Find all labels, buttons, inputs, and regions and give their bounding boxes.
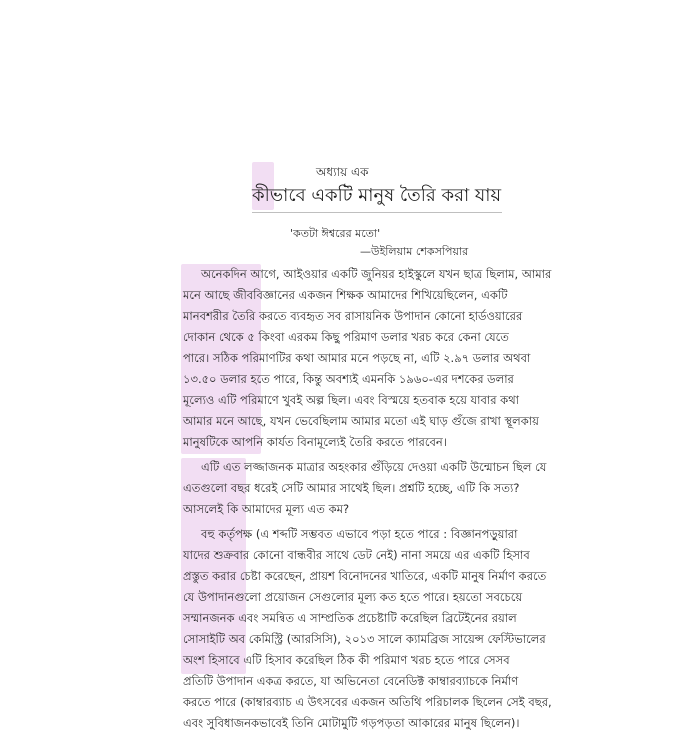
epigraph-attribution: —উইলিয়াম শেকসপিয়ার xyxy=(360,245,469,258)
text-line: এতগুলো বছর ধরেই সেটি আমার সাথেই ছিল। প্রশ্নটি হচ্ছে, এটি কি সত্য? xyxy=(183,481,520,495)
text-line: প্রস্তুত করার চেষ্টা করেছেন, প্রায়শ বিনোদনের খাতিরে, একটি মানুষ নির্মাণ করতে xyxy=(183,569,547,583)
text-line: বহু কর্তৃপক্ষ (এ শব্দটি সম্ভবত এভাবে পড়া হতে পারে : বিজ্ঞানপড়ুয়ারা xyxy=(201,527,518,541)
text-line: এটি এত লজ্জাজনক মাত্রার অহংকার গুঁড়িয়ে দেওয়া একটি উন্মোচন ছিল যে xyxy=(201,460,547,474)
body-text xyxy=(183,264,552,734)
text-line: ১৩.৫০ ডলার হতে পারে, কিন্তু অবশ্যই এমনকি ১৯৬০-এর দশকের ডলার xyxy=(183,372,514,386)
paragraph-2 xyxy=(183,457,547,520)
text-line: আমার মনে আছে, যখন ভেবেছিলাম আমার মতো এই ঘাড় গুঁজে রাখা স্থূলকায় xyxy=(183,414,539,428)
epigraph-quote: 'কতটা ঈশ্বরের মতো' xyxy=(290,227,381,240)
paragraph-1 xyxy=(183,264,552,453)
text-line: সম্মানজনক এবং সমন্বিত এ সাম্প্রতিক প্রচেষ্টাটি করেছিল ব্রিটেইনের রয়াল xyxy=(183,611,517,625)
text-line: মূল্যেও এটি পরিমাণে খুবই অল্প ছিল। এবং বিস্ময়ে হতবাক হয়ে যাবার কথা xyxy=(183,393,519,407)
text-line: দোকান থেকে ৫ কিংবা এরকম কিছু পরিমাণ ডলার খরচ করে কেনা যেতে xyxy=(183,330,509,344)
chapter-label: অধ্যায় এক xyxy=(316,165,369,179)
text-line: অনেকদিন আগে, আইওয়ার একটি জুনিয়র হাইস্কুলে যখন ছাত্র ছিলাম, আমার xyxy=(201,267,552,281)
text-line: যাদের শুক্রবার কোনো বান্ধবীর সাথে ডেট নেই) নানা সময়ে এর একটি হিসাব xyxy=(183,548,530,562)
text-line: করতে পারে (কাম্বারব্যাচ এ উৎসবের একজন অতিথি পরিচালক ছিলেন সেই বছর, xyxy=(183,695,552,709)
title-underline xyxy=(252,212,502,213)
text-line: যে উপাদানগুলো প্রয়োজন সেগুলোর মূল্য কত হতে পারে। হয়তো সবচেয়ে xyxy=(183,590,523,604)
paragraph-3 xyxy=(183,524,552,734)
text-line: মনে আছে জীববিজ্ঞানের একজন শিক্ষক আমাদের শিখিয়েছিলেন, একটি xyxy=(183,288,508,302)
text-line: পারে। সঠিক পরিমাণটির কথা আমার মনে পড়ছে না, এটি ২.৯৭ ডলার অথবা xyxy=(183,351,531,365)
text-line: মানুষটিকে আপনি কার্যত বিনামূল্যেই তৈরি করতে পারবেন। xyxy=(183,435,447,449)
text-line: অংশ হিসাবে এটি হিসাব করেছিল ঠিক কী পরিমাণ খরচ হতে পারে সেসব xyxy=(183,653,510,667)
text-line: এবং সুবিধাজনকভাবেই তিনি মোটামুটি গড়পড়তা আকারের মানুষ ছিলেন)। xyxy=(183,716,520,730)
text-line: সোসাইটি অব কেমিস্ট্রি (আরসিসি), ২০১৩ সালে ক্যামব্রিজ সায়েন্স ফেস্টিভালের xyxy=(183,632,546,646)
chapter-title: কীভাবে একটি মানুষ তৈরি করা যায় xyxy=(252,185,502,206)
text-line: মানবশরীর তৈরি করতে ব্যবহৃত সব রাসায়নিক উপাদান কোনো হার্ডওয়ারের xyxy=(183,309,523,323)
text-line: প্রতিটি উপাদান একত্র করতে, যা অভিনেতা বেনেডিক্ট কাম্বারব্যাচকে নির্মাণ xyxy=(183,674,519,688)
text-line: আসলেই কি আমাদের মূল্য এত কম? xyxy=(183,502,350,516)
